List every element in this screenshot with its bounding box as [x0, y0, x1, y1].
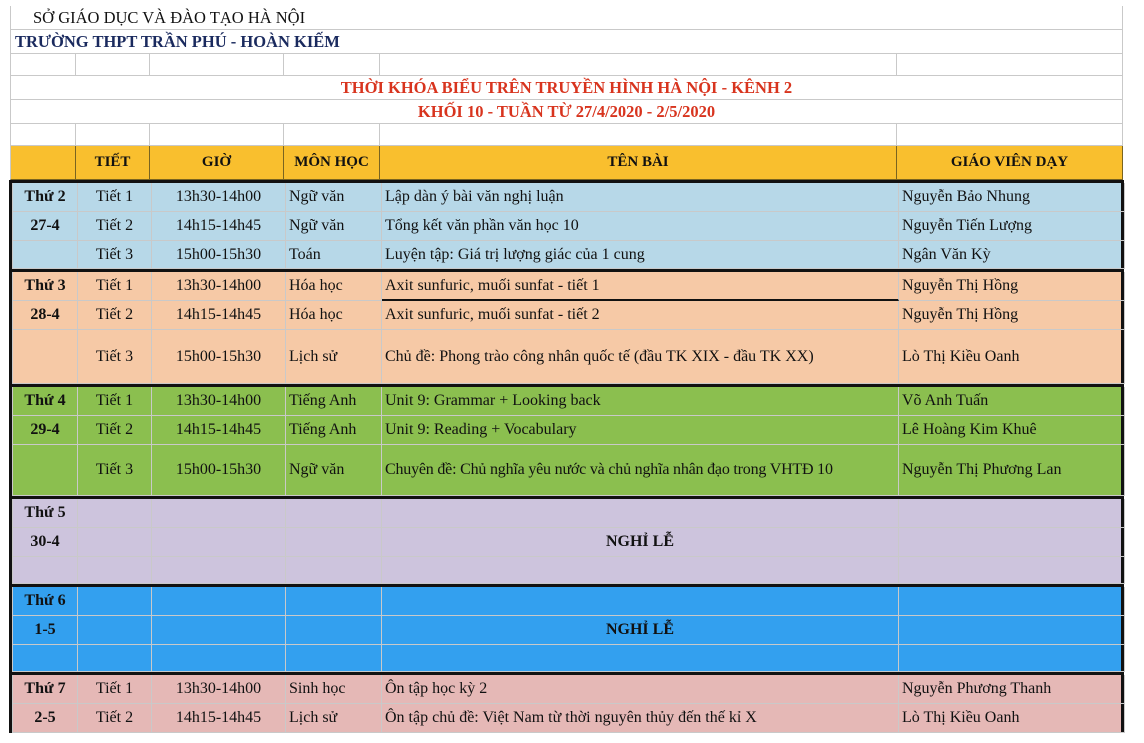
time-cell[interactable]: 15h00-15h30 [152, 445, 286, 496]
empty-cell[interactable] [286, 557, 382, 584]
empty-cell[interactable] [899, 528, 1125, 557]
time-cell[interactable]: 13h30-14h00 [152, 183, 286, 212]
table-row [12, 416, 1121, 445]
time-cell[interactable]: 15h00-15h30 [152, 241, 286, 269]
period-cell[interactable]: Tiết 2 [78, 301, 152, 330]
empty-cell[interactable] [12, 557, 78, 584]
table-row [12, 557, 1121, 584]
lesson-cell[interactable]: Axit sunfuric, muối sunfat - tiết 2 [382, 301, 899, 330]
empty-cell[interactable] [284, 124, 380, 146]
column-header-teacher[interactable]: GIÁO VIÊN DẠY [897, 146, 1123, 180]
table-row [12, 704, 1121, 733]
empty-cell[interactable] [899, 645, 1125, 672]
timetable-subtitle[interactable]: KHỐI 10 - TUẦN TỪ 27/4/2020 - 2/5/2020 [10, 100, 1123, 124]
subject-cell[interactable]: Toán [286, 241, 382, 269]
empty-cell[interactable] [380, 54, 897, 76]
lesson-cell[interactable]: Chuyên đề: Chủ nghĩa yêu nước và chủ nghĩa nhân đạo trong VHTĐ 10 [382, 445, 899, 496]
teacher-cell[interactable]: Lò Thị Kiều Oanh [899, 704, 1125, 733]
empty-cell[interactable] [78, 499, 152, 528]
lesson-cell[interactable]: Unit 9: Grammar + Looking back [382, 387, 899, 416]
empty-cell[interactable] [899, 616, 1125, 645]
empty-cell[interactable] [10, 54, 76, 76]
day-group-thursday [9, 496, 1124, 587]
table-row [12, 387, 1121, 416]
day-group-saturday [9, 672, 1124, 733]
subject-cell[interactable]: Lịch sử [286, 704, 382, 733]
subject-cell[interactable]: Hóa học [286, 301, 382, 330]
sheet-row [10, 100, 1123, 124]
period-cell[interactable]: Tiết 2 [78, 212, 152, 241]
day-date[interactable]: 2-5 [12, 704, 78, 733]
time-cell[interactable]: 13h30-14h00 [152, 387, 286, 416]
table-row [12, 445, 1121, 496]
empty-cell[interactable] [10, 124, 76, 146]
teacher-cell[interactable]: Lò Thị Kiều Oanh [899, 330, 1125, 384]
school-name[interactable]: TRƯỜNG THPT TRẦN PHÚ - HOÀN KIẾM [10, 30, 1123, 54]
day-cell[interactable] [12, 330, 78, 384]
subject-cell[interactable]: Hóa học [286, 272, 382, 301]
teacher-cell[interactable]: Võ Anh Tuấn [899, 387, 1125, 416]
period-cell[interactable]: Tiết 1 [78, 675, 152, 704]
day-cell[interactable] [12, 241, 78, 269]
teacher-cell[interactable]: Nguyễn Tiến Lượng [899, 212, 1125, 241]
empty-cell[interactable] [78, 616, 152, 645]
day-name[interactable]: Thứ 7 [12, 675, 78, 704]
empty-cell[interactable] [897, 54, 1123, 76]
column-header-time[interactable]: GIỜ [150, 146, 284, 180]
period-cell[interactable]: Tiết 1 [78, 272, 152, 301]
column-header-subject[interactable]: MÔN HỌC [284, 146, 380, 180]
table-row [12, 301, 1121, 330]
empty-cell[interactable] [78, 528, 152, 557]
subject-cell[interactable]: Ngữ văn [286, 183, 382, 212]
lesson-cell[interactable]: Tổng kết văn phần văn học 10 [382, 212, 899, 241]
empty-cell[interactable] [152, 587, 286, 616]
empty-cell[interactable] [152, 528, 286, 557]
table-row [12, 330, 1121, 384]
empty-cell[interactable] [76, 124, 150, 146]
table-row [12, 675, 1121, 704]
day-group-wednesday [9, 384, 1124, 499]
spreadsheet [10, 6, 1123, 733]
day-date[interactable]: 30-4 [12, 528, 78, 557]
holiday-label[interactable]: NGHỈ LỄ [382, 616, 899, 645]
time-cell[interactable]: 14h15-14h45 [152, 416, 286, 445]
lesson-cell[interactable]: Axit sunfuric, muối sunfat - tiết 1 [382, 272, 899, 301]
lesson-cell[interactable]: Lập dàn ý bài văn nghị luận [382, 183, 899, 212]
empty-cell[interactable] [150, 54, 284, 76]
time-cell[interactable]: 13h30-14h00 [152, 675, 286, 704]
empty-cell[interactable] [382, 645, 899, 672]
empty-cell[interactable] [78, 645, 152, 672]
teacher-cell[interactable]: Nguyễn Bảo Nhung [899, 183, 1125, 212]
day-date[interactable]: 27-4 [12, 212, 78, 241]
empty-cell[interactable] [150, 124, 284, 146]
teacher-cell[interactable]: Nguyễn Thị Phương Lan [899, 445, 1125, 496]
empty-cell[interactable] [78, 587, 152, 616]
department-name[interactable]: SỞ GIÁO DỤC VÀ ĐÀO TẠO HÀ NỘI [10, 6, 1123, 30]
empty-cell[interactable] [12, 645, 78, 672]
day-name[interactable]: Thứ 2 [12, 183, 78, 212]
holiday-label[interactable]: NGHỈ LỄ [382, 528, 899, 557]
time-cell[interactable]: 14h15-14h45 [152, 301, 286, 330]
empty-cell[interactable] [382, 557, 899, 584]
day-group-friday [9, 584, 1124, 675]
day-group-tuesday [9, 269, 1124, 387]
empty-cell[interactable] [152, 557, 286, 584]
empty-cell[interactable] [286, 587, 382, 616]
lesson-cell[interactable]: Ôn tập chủ đề: Việt Nam từ thời nguyên thủy đến thế kỉ X [382, 704, 899, 733]
day-name[interactable]: Thứ 6 [12, 587, 78, 616]
teacher-cell[interactable]: Nguyễn Phương Thanh [899, 675, 1125, 704]
period-cell[interactable]: Tiết 3 [78, 330, 152, 384]
subject-cell[interactable]: Tiếng Anh [286, 416, 382, 445]
sheet-row [10, 54, 1123, 76]
period-cell[interactable]: Tiết 3 [78, 445, 152, 496]
empty-cell[interactable] [76, 54, 150, 76]
empty-cell[interactable] [899, 499, 1125, 528]
table-row [12, 183, 1121, 212]
subject-cell[interactable]: Ngữ văn [286, 212, 382, 241]
table-row [12, 272, 1121, 301]
empty-cell[interactable] [286, 528, 382, 557]
empty-cell[interactable] [286, 499, 382, 528]
table-row [12, 528, 1121, 557]
column-header-day[interactable] [10, 146, 76, 180]
empty-cell[interactable] [286, 616, 382, 645]
day-group-monday [9, 180, 1124, 272]
day-name[interactable]: Thứ 3 [12, 272, 78, 301]
empty-cell[interactable] [152, 645, 286, 672]
period-cell[interactable]: Tiết 3 [78, 241, 152, 269]
table-row [12, 616, 1121, 645]
sheet-row [10, 124, 1123, 146]
teacher-cell[interactable]: Lê Hoàng Kim Khuê [899, 416, 1125, 445]
lesson-cell[interactable]: Chủ đề: Phong trào công nhân quốc tế (đầu TK XIX - đầu TK XX) [382, 330, 899, 384]
empty-cell[interactable] [899, 587, 1125, 616]
table-row [12, 499, 1121, 528]
table-row [12, 212, 1121, 241]
time-cell[interactable]: 13h30-14h00 [152, 272, 286, 301]
day-date[interactable]: 28-4 [12, 301, 78, 330]
empty-cell[interactable] [152, 499, 286, 528]
day-name[interactable]: Thứ 4 [12, 387, 78, 416]
empty-cell[interactable] [284, 54, 380, 76]
sheet-row [10, 30, 1123, 54]
teacher-cell[interactable]: Nguyễn Thị Hồng [899, 301, 1125, 330]
empty-cell[interactable] [897, 124, 1123, 146]
day-date[interactable]: 1-5 [12, 616, 78, 645]
empty-cell[interactable] [382, 587, 899, 616]
teacher-cell[interactable]: Nguyễn Thị Hồng [899, 272, 1125, 301]
sheet-row [10, 76, 1123, 100]
sheet-row [10, 6, 1123, 30]
period-cell[interactable]: Tiết 1 [78, 183, 152, 212]
period-cell[interactable]: Tiết 2 [78, 416, 152, 445]
table-row [12, 587, 1121, 616]
teacher-cell[interactable]: Ngân Văn Kỳ [899, 241, 1125, 269]
empty-cell[interactable] [78, 557, 152, 584]
lesson-cell[interactable]: Luyện tập: Giá trị lượng giác của 1 cung [382, 241, 899, 269]
column-header-period[interactable]: TIẾT [76, 146, 150, 180]
empty-cell[interactable] [382, 499, 899, 528]
subject-cell[interactable]: Ngữ văn [286, 445, 382, 496]
subject-cell[interactable]: Tiếng Anh [286, 387, 382, 416]
empty-cell[interactable] [380, 124, 897, 146]
time-cell[interactable]: 15h00-15h30 [152, 330, 286, 384]
empty-cell[interactable] [152, 616, 286, 645]
time-cell[interactable]: 14h15-14h45 [152, 704, 286, 733]
lesson-cell[interactable]: Unit 9: Reading + Vocabulary [382, 416, 899, 445]
subject-cell[interactable]: Lịch sử [286, 330, 382, 384]
day-name[interactable]: Thứ 5 [12, 499, 78, 528]
subject-cell[interactable]: Sinh học [286, 675, 382, 704]
table-row [12, 241, 1121, 269]
period-cell[interactable]: Tiết 1 [78, 387, 152, 416]
empty-cell[interactable] [899, 557, 1125, 584]
timetable-title[interactable]: THỜI KHÓA BIỂU TRÊN TRUYỀN HÌNH HÀ NỘI - KÊNH 2 [10, 76, 1123, 100]
day-cell[interactable] [12, 445, 78, 496]
table-row [12, 645, 1121, 672]
empty-cell[interactable] [286, 645, 382, 672]
time-cell[interactable]: 14h15-14h45 [152, 212, 286, 241]
day-date[interactable]: 29-4 [12, 416, 78, 445]
column-header-row [10, 146, 1123, 180]
column-header-lesson[interactable]: TÊN BÀI [380, 146, 897, 180]
lesson-cell[interactable]: Ôn tập học kỳ 2 [382, 675, 899, 704]
period-cell[interactable]: Tiết 2 [78, 704, 152, 733]
